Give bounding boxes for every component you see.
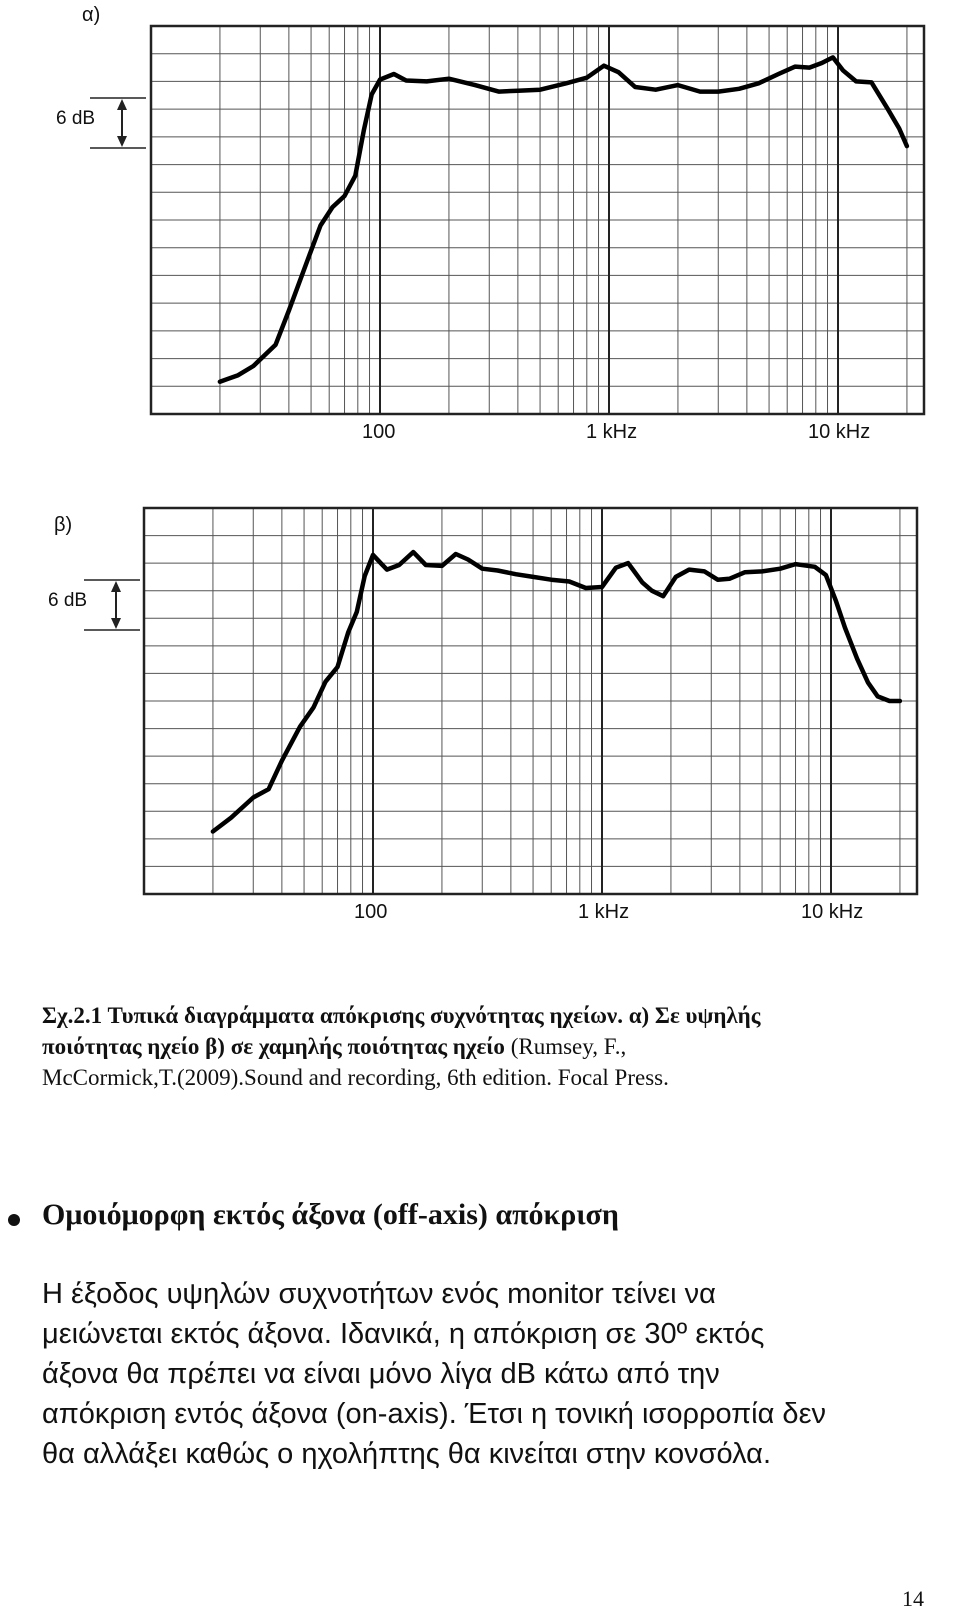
x-tick-100-a: 100 bbox=[362, 421, 396, 443]
x-tick-10khz-b: 10 kHz bbox=[801, 901, 864, 923]
db-scale-label-a: 6 dB bbox=[56, 108, 96, 129]
panel-label-b: β) bbox=[54, 514, 73, 536]
panel-label-a: α) bbox=[82, 4, 101, 26]
section-paragraph bbox=[42, 1274, 942, 1474]
x-tick-10khz-a: 10 kHz bbox=[808, 421, 871, 443]
paragraph-line: άξονα θα πρέπει να είναι μόνο λίγα dB κάτω από την bbox=[42, 1358, 720, 1390]
caption-line-2-bold: ποιότητας ηχείο β) σε χαμηλής ποιότητας ηχείο bbox=[42, 1034, 505, 1059]
x-tick-100-b: 100 bbox=[354, 901, 388, 923]
paragraph-line: απόκριση εντός άξονα (on-axis). Έτσι η τονική ισορροπία δεν bbox=[42, 1398, 827, 1430]
paragraph-line: μειώνεται εκτός άξονα. Ιδανικά, η απόκριση σε 30º εκτός bbox=[42, 1318, 765, 1350]
caption-line-3: McCormick,T.(2009).Sound and recording, 6th edition. Focal Press. bbox=[42, 1065, 669, 1090]
section-heading: Ομοιόμορφη εκτός άξονα (off-axis) απόκριση bbox=[42, 1198, 619, 1231]
db-scale-label-b: 6 dB bbox=[48, 590, 88, 611]
paragraph-line: Η έξοδος υψηλών συχνοτήτων ενός monitor τείνει να bbox=[42, 1278, 716, 1310]
x-tick-1khz-a: 1 kHz bbox=[586, 421, 638, 443]
bullet-icon bbox=[8, 1214, 20, 1226]
caption-line-1: Σχ.2.1 Τυπικά διαγράμματα απόκρισης συχνότητας ηχείων. α) Σε υψηλής bbox=[42, 1003, 761, 1028]
caption-line-2-rest: (Rumsey, F., bbox=[504, 1034, 627, 1059]
response-curve bbox=[213, 552, 900, 831]
page-number: 14 bbox=[902, 1586, 924, 1611]
x-tick-1khz-b: 1 kHz bbox=[578, 901, 630, 923]
paragraph-line: θα αλλάξει καθώς ο ηχολήπτης θα κινείται στην κονσόλα. bbox=[42, 1438, 772, 1470]
figure-caption bbox=[42, 1000, 942, 1093]
